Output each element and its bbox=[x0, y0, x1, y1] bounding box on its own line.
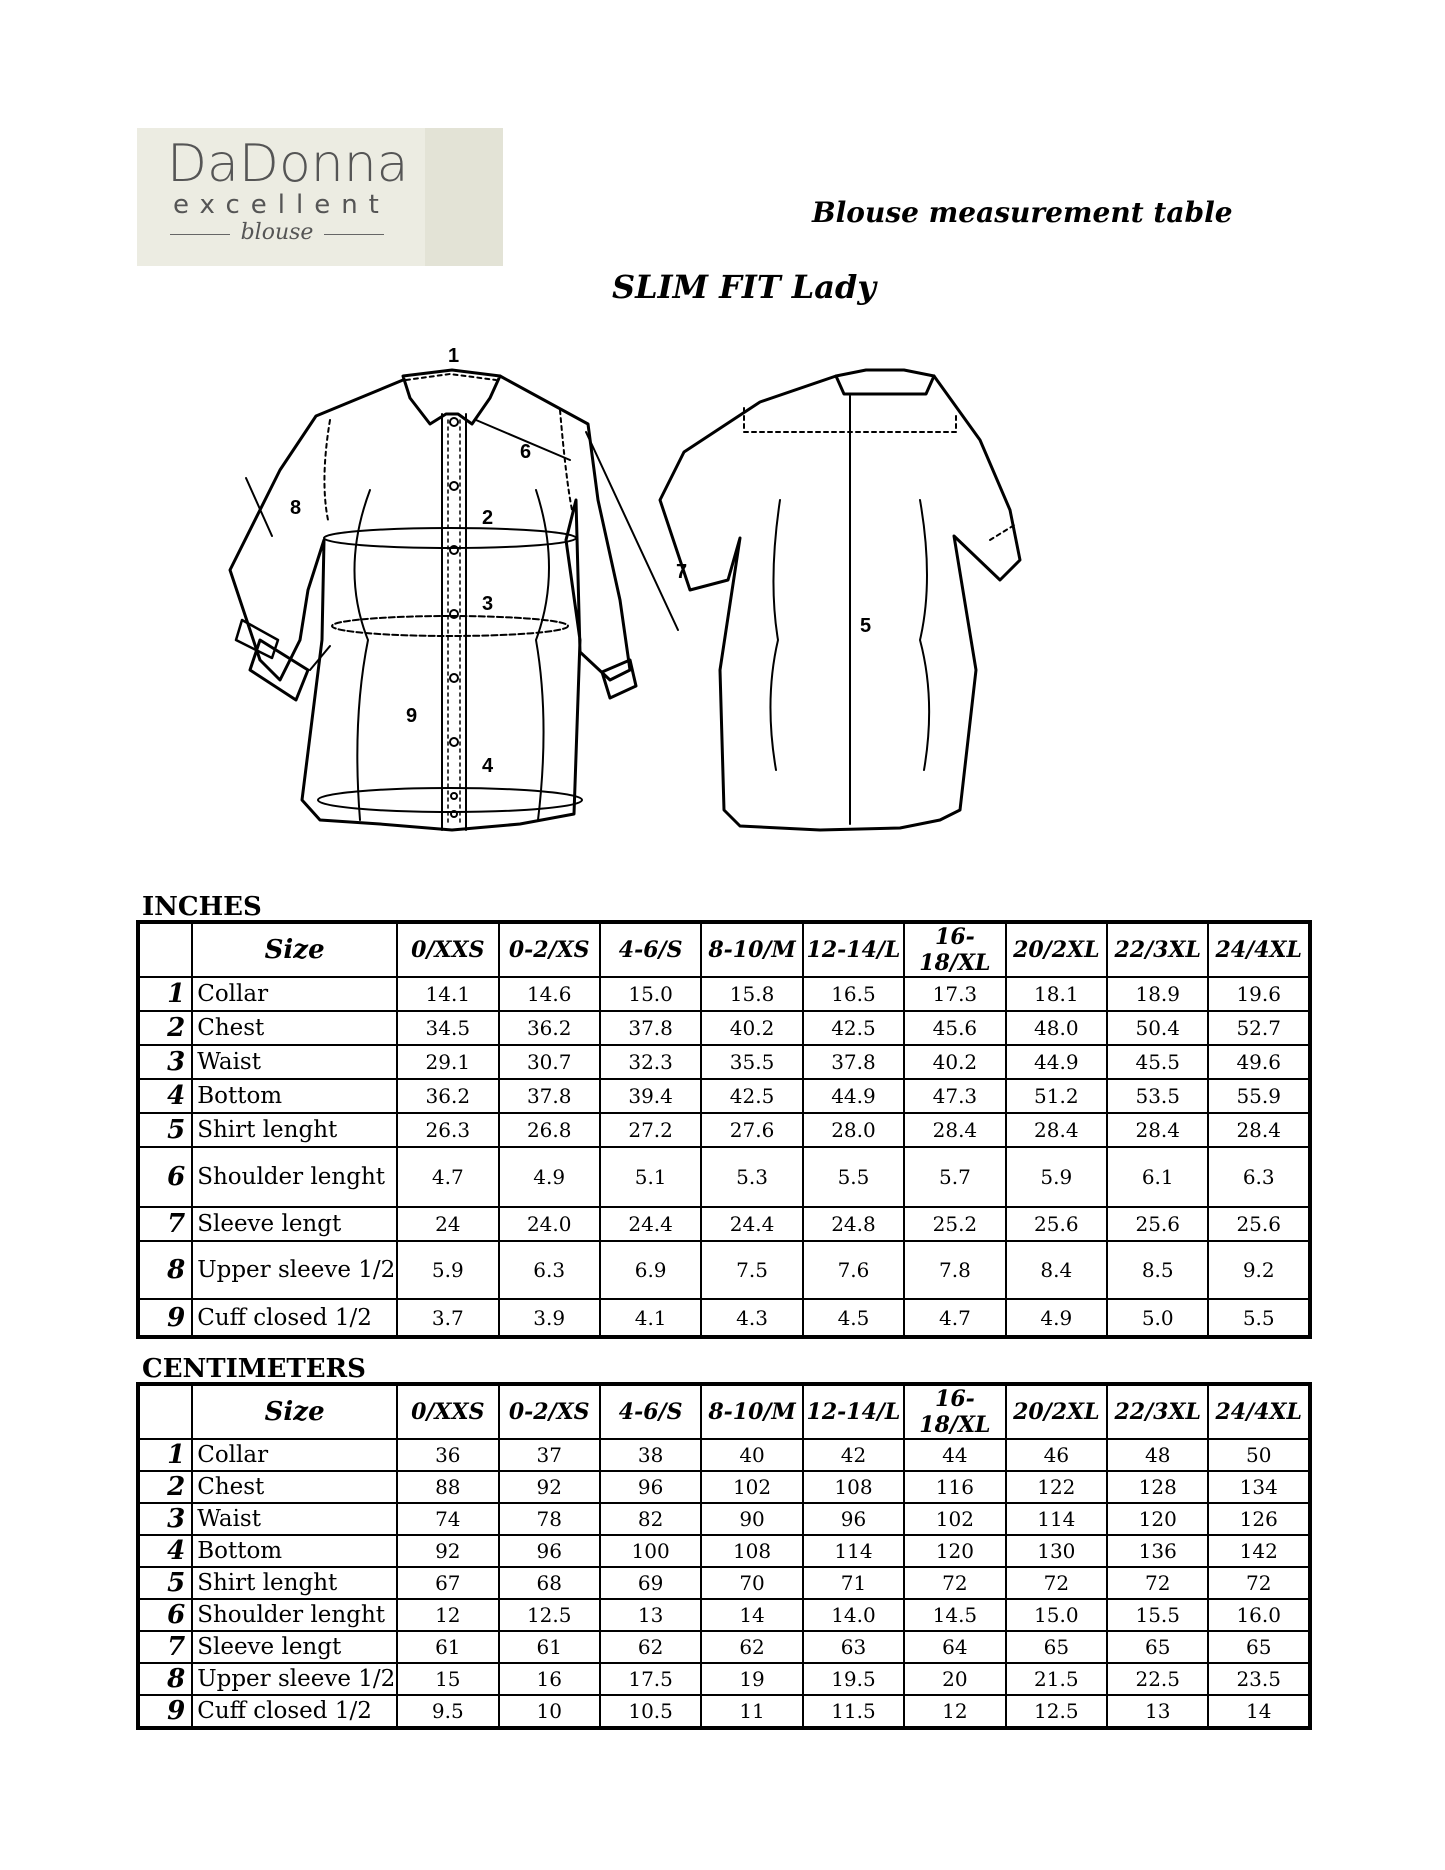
measurement-name: Sleeve lengt bbox=[192, 1631, 397, 1663]
measurement-value: 44.9 bbox=[1006, 1045, 1107, 1079]
size-column-header: 16-18/XL bbox=[904, 922, 1005, 977]
measurement-value: 42.5 bbox=[701, 1079, 802, 1113]
measurement-value: 8.5 bbox=[1107, 1241, 1208, 1299]
measurement-value: 25.6 bbox=[1006, 1207, 1107, 1241]
measurement-value: 24.0 bbox=[499, 1207, 600, 1241]
measurement-value: 24.4 bbox=[600, 1207, 701, 1241]
measurement-value: 136 bbox=[1107, 1535, 1208, 1567]
table-row bbox=[138, 1045, 1310, 1079]
measurement-value: 36.2 bbox=[499, 1011, 600, 1045]
diagram-label-3: 3 bbox=[482, 593, 494, 615]
table-row bbox=[138, 1535, 1310, 1567]
measurement-value: 37.8 bbox=[600, 1011, 701, 1045]
measurement-name: Waist bbox=[192, 1045, 397, 1079]
measurement-value: 40.2 bbox=[904, 1045, 1005, 1079]
table-row bbox=[138, 977, 1310, 1011]
header-row bbox=[138, 922, 1310, 977]
diagram-label-4: 4 bbox=[482, 755, 494, 777]
measurement-name: Cuff closed 1/2 bbox=[192, 1695, 397, 1728]
measurement-value: 49.6 bbox=[1208, 1045, 1310, 1079]
measurement-value: 74 bbox=[397, 1503, 498, 1535]
measurement-value: 45.6 bbox=[904, 1011, 1005, 1045]
measurement-value: 16.0 bbox=[1208, 1599, 1310, 1631]
table-row bbox=[138, 1207, 1310, 1241]
measurement-value: 24 bbox=[397, 1207, 498, 1241]
measurement-value: 5.0 bbox=[1107, 1299, 1208, 1337]
measurement-value: 70 bbox=[701, 1567, 802, 1599]
measurement-value: 71 bbox=[803, 1567, 904, 1599]
size-column-header: 24/4XL bbox=[1208, 922, 1310, 977]
size-column-header: 24/4XL bbox=[1208, 1384, 1310, 1439]
size-column-header: 12-14/L bbox=[803, 922, 904, 977]
measurement-value: 53.5 bbox=[1107, 1079, 1208, 1113]
table-row bbox=[138, 1011, 1310, 1045]
row-number: 8 bbox=[138, 1241, 192, 1299]
measurement-value: 122 bbox=[1006, 1471, 1107, 1503]
logo-accent bbox=[425, 128, 503, 266]
measurement-value: 27.2 bbox=[600, 1113, 701, 1147]
measurement-value: 134 bbox=[1208, 1471, 1310, 1503]
measurement-value: 46 bbox=[1006, 1439, 1107, 1471]
measurement-name: Collar bbox=[192, 977, 397, 1011]
measurement-value: 19.6 bbox=[1208, 977, 1310, 1011]
measurement-value: 16.5 bbox=[803, 977, 904, 1011]
table-row bbox=[138, 1079, 1310, 1113]
row-number: 8 bbox=[138, 1663, 192, 1695]
size-column-header: 22/3XL bbox=[1107, 922, 1208, 977]
size-column-header: 20/2XL bbox=[1006, 922, 1107, 977]
measurement-value: 55.9 bbox=[1208, 1079, 1310, 1113]
measurement-value: 13 bbox=[1107, 1695, 1208, 1728]
measurement-value: 65 bbox=[1208, 1631, 1310, 1663]
measurement-value: 17.5 bbox=[600, 1663, 701, 1695]
measurement-value: 72 bbox=[1006, 1567, 1107, 1599]
measurement-value: 15.8 bbox=[701, 977, 802, 1011]
measurement-value: 63 bbox=[803, 1631, 904, 1663]
measurement-value: 9.5 bbox=[397, 1695, 498, 1728]
table-row bbox=[138, 1599, 1310, 1631]
measurement-value: 126 bbox=[1208, 1503, 1310, 1535]
measurement-value: 50 bbox=[1208, 1439, 1310, 1471]
measurement-value: 13 bbox=[600, 1599, 701, 1631]
measurement-name: Sleeve lengt bbox=[192, 1207, 397, 1241]
row-number: 6 bbox=[138, 1147, 192, 1207]
measurement-value: 92 bbox=[499, 1471, 600, 1503]
measurement-value: 92 bbox=[397, 1535, 498, 1567]
measurement-value: 25.6 bbox=[1107, 1207, 1208, 1241]
measurement-value: 5.9 bbox=[1006, 1147, 1107, 1207]
measurement-value: 26.8 bbox=[499, 1113, 600, 1147]
brand-logo bbox=[137, 128, 503, 266]
measurement-name: Shoulder lenght bbox=[192, 1147, 397, 1207]
size-column-header: 22/3XL bbox=[1107, 1384, 1208, 1439]
measurement-value: 4.7 bbox=[904, 1299, 1005, 1337]
table-row bbox=[138, 1471, 1310, 1503]
measurement-value: 12.5 bbox=[1006, 1695, 1107, 1728]
measurement-value: 72 bbox=[904, 1567, 1005, 1599]
measurement-value: 47.3 bbox=[904, 1079, 1005, 1113]
measurement-value: 88 bbox=[397, 1471, 498, 1503]
size-header: Size bbox=[192, 922, 397, 977]
table-row bbox=[138, 1695, 1310, 1728]
measurement-value: 38 bbox=[600, 1439, 701, 1471]
diagram-label-7: 7 bbox=[676, 561, 688, 583]
measurement-value: 68 bbox=[499, 1567, 600, 1599]
measurement-value: 4.3 bbox=[701, 1299, 802, 1337]
table-row bbox=[138, 1503, 1310, 1535]
measurement-value: 16 bbox=[499, 1663, 600, 1695]
measurement-value: 18.9 bbox=[1107, 977, 1208, 1011]
measurement-value: 62 bbox=[701, 1631, 802, 1663]
measurement-value: 15 bbox=[397, 1663, 498, 1695]
logo-line2: excellent bbox=[173, 190, 390, 220]
size-column-header: 4-6/S bbox=[600, 1384, 701, 1439]
logo-line3: blouse bbox=[170, 220, 384, 245]
measurement-value: 28.4 bbox=[904, 1113, 1005, 1147]
row-number: 4 bbox=[138, 1079, 192, 1113]
row-number: 2 bbox=[138, 1471, 192, 1503]
measurement-value: 4.9 bbox=[1006, 1299, 1107, 1337]
measurement-value: 6.9 bbox=[600, 1241, 701, 1299]
measurement-value: 14 bbox=[1208, 1695, 1310, 1728]
measurement-value: 19.5 bbox=[803, 1663, 904, 1695]
diagram-label-8: 8 bbox=[290, 497, 302, 519]
measurement-value: 12 bbox=[397, 1599, 498, 1631]
measurement-value: 52.7 bbox=[1208, 1011, 1310, 1045]
measurement-value: 7.8 bbox=[904, 1241, 1005, 1299]
diagram-label-9: 9 bbox=[406, 705, 418, 727]
measurement-value: 32.3 bbox=[600, 1045, 701, 1079]
centimeters-label: CENTIMETERS bbox=[142, 1354, 366, 1384]
blouse-front-illustration bbox=[230, 370, 678, 830]
measurement-name: Chest bbox=[192, 1471, 397, 1503]
size-column-header: 8-10/M bbox=[701, 1384, 802, 1439]
measurement-value: 40 bbox=[701, 1439, 802, 1471]
size-header: Size bbox=[192, 1384, 397, 1439]
diagram-label-2: 2 bbox=[482, 507, 494, 529]
measurement-value: 4.5 bbox=[803, 1299, 904, 1337]
measurement-value: 35.5 bbox=[701, 1045, 802, 1079]
measurement-value: 50.4 bbox=[1107, 1011, 1208, 1045]
row-number: 9 bbox=[138, 1299, 192, 1337]
measurement-value: 5.5 bbox=[1208, 1299, 1310, 1337]
measurement-value: 114 bbox=[803, 1535, 904, 1567]
measurement-value: 5.7 bbox=[904, 1147, 1005, 1207]
measurement-value: 42 bbox=[803, 1439, 904, 1471]
measurement-value: 14.6 bbox=[499, 977, 600, 1011]
measurement-name: Waist bbox=[192, 1503, 397, 1535]
measurement-value: 28.4 bbox=[1006, 1113, 1107, 1147]
measurement-name: Upper sleeve 1/2 bbox=[192, 1241, 397, 1299]
document-title: Blouse measurement table bbox=[812, 196, 1233, 229]
measurement-value: 23.5 bbox=[1208, 1663, 1310, 1695]
diagram-label-6: 6 bbox=[520, 441, 532, 463]
header-corner bbox=[138, 1384, 192, 1439]
measurement-value: 15.0 bbox=[600, 977, 701, 1011]
measurement-value: 6.3 bbox=[1208, 1147, 1310, 1207]
measurement-value: 51.2 bbox=[1006, 1079, 1107, 1113]
measurement-value: 5.5 bbox=[803, 1147, 904, 1207]
measurement-value: 25.6 bbox=[1208, 1207, 1310, 1241]
measurement-value: 4.7 bbox=[397, 1147, 498, 1207]
measurement-value: 72 bbox=[1208, 1567, 1310, 1599]
measurement-value: 61 bbox=[397, 1631, 498, 1663]
measurement-value: 17.3 bbox=[904, 977, 1005, 1011]
header-corner bbox=[138, 922, 192, 977]
measurement-value: 62 bbox=[600, 1631, 701, 1663]
measurement-name: Chest bbox=[192, 1011, 397, 1045]
measurement-value: 44 bbox=[904, 1439, 1005, 1471]
measurement-value: 7.6 bbox=[803, 1241, 904, 1299]
measurement-value: 64 bbox=[904, 1631, 1005, 1663]
measurement-value: 96 bbox=[600, 1471, 701, 1503]
row-number: 1 bbox=[138, 977, 192, 1011]
measurement-value: 37 bbox=[499, 1439, 600, 1471]
size-column-header: 0/XXS bbox=[397, 922, 498, 977]
table-row bbox=[138, 1663, 1310, 1695]
measurement-value: 116 bbox=[904, 1471, 1005, 1503]
measurement-value: 9.2 bbox=[1208, 1241, 1310, 1299]
measurement-value: 108 bbox=[701, 1535, 802, 1567]
centimeters-table bbox=[136, 1382, 1312, 1730]
measurement-value: 114 bbox=[1006, 1503, 1107, 1535]
table-row bbox=[138, 1439, 1310, 1471]
measurement-value: 5.1 bbox=[600, 1147, 701, 1207]
measurement-value: 28.4 bbox=[1208, 1113, 1310, 1147]
measurement-value: 10 bbox=[499, 1695, 600, 1728]
row-number: 4 bbox=[138, 1535, 192, 1567]
measurement-value: 39.4 bbox=[600, 1079, 701, 1113]
measurement-value: 14.5 bbox=[904, 1599, 1005, 1631]
row-number: 1 bbox=[138, 1439, 192, 1471]
measurement-name: Collar bbox=[192, 1439, 397, 1471]
measurement-value: 82 bbox=[600, 1503, 701, 1535]
measurement-value: 21.5 bbox=[1006, 1663, 1107, 1695]
measurement-name: Upper sleeve 1/2 bbox=[192, 1663, 397, 1695]
row-number: 7 bbox=[138, 1207, 192, 1241]
measurement-value: 12 bbox=[904, 1695, 1005, 1728]
measurement-value: 5.3 bbox=[701, 1147, 802, 1207]
measurement-value: 30.7 bbox=[499, 1045, 600, 1079]
table-row bbox=[138, 1631, 1310, 1663]
measurement-name: Bottom bbox=[192, 1079, 397, 1113]
size-column-header: 16-18/XL bbox=[904, 1384, 1005, 1439]
measurement-value: 8.4 bbox=[1006, 1241, 1107, 1299]
measurement-value: 10.5 bbox=[600, 1695, 701, 1728]
measurement-value: 15.5 bbox=[1107, 1599, 1208, 1631]
measurement-value: 40.2 bbox=[701, 1011, 802, 1045]
measurement-value: 4.1 bbox=[600, 1299, 701, 1337]
diagram-label-1: 1 bbox=[448, 345, 460, 367]
table-row bbox=[138, 1241, 1310, 1299]
measurement-value: 120 bbox=[904, 1535, 1005, 1567]
measurement-value: 78 bbox=[499, 1503, 600, 1535]
measurement-value: 15.0 bbox=[1006, 1599, 1107, 1631]
measurement-value: 120 bbox=[1107, 1503, 1208, 1535]
row-number: 5 bbox=[138, 1567, 192, 1599]
measurement-value: 28.0 bbox=[803, 1113, 904, 1147]
measurement-value: 96 bbox=[803, 1503, 904, 1535]
measurement-name: Shoulder lenght bbox=[192, 1599, 397, 1631]
measurement-value: 128 bbox=[1107, 1471, 1208, 1503]
table-row bbox=[138, 1147, 1310, 1207]
measurement-value: 6.1 bbox=[1107, 1147, 1208, 1207]
measurement-value: 26.3 bbox=[397, 1113, 498, 1147]
measurement-value: 96 bbox=[499, 1535, 600, 1567]
row-number: 2 bbox=[138, 1011, 192, 1045]
header-row bbox=[138, 1384, 1310, 1439]
blouse-back-illustration bbox=[660, 370, 1020, 830]
size-column-header: 12-14/L bbox=[803, 1384, 904, 1439]
row-number: 6 bbox=[138, 1599, 192, 1631]
measurement-value: 12.5 bbox=[499, 1599, 600, 1631]
measurement-name: Shirt lenght bbox=[192, 1113, 397, 1147]
size-column-header: 20/2XL bbox=[1006, 1384, 1107, 1439]
measurement-value: 3.7 bbox=[397, 1299, 498, 1337]
measurement-name: Shirt lenght bbox=[192, 1567, 397, 1599]
measurement-value: 42.5 bbox=[803, 1011, 904, 1045]
measurement-value: 48.0 bbox=[1006, 1011, 1107, 1045]
row-number: 3 bbox=[138, 1503, 192, 1535]
measurement-value: 65 bbox=[1006, 1631, 1107, 1663]
size-column-header: 4-6/S bbox=[600, 922, 701, 977]
measurement-value: 72 bbox=[1107, 1567, 1208, 1599]
measurement-value: 65 bbox=[1107, 1631, 1208, 1663]
measurement-value: 3.9 bbox=[499, 1299, 600, 1337]
measurement-name: Cuff closed 1/2 bbox=[192, 1299, 397, 1337]
measurement-value: 18.1 bbox=[1006, 977, 1107, 1011]
measurement-value: 102 bbox=[904, 1503, 1005, 1535]
measurement-value: 45.5 bbox=[1107, 1045, 1208, 1079]
measurement-value: 48 bbox=[1107, 1439, 1208, 1471]
measurement-value: 24.4 bbox=[701, 1207, 802, 1241]
measurement-value: 5.9 bbox=[397, 1241, 498, 1299]
measurement-value: 102 bbox=[701, 1471, 802, 1503]
measurement-value: 69 bbox=[600, 1567, 701, 1599]
diagram-label-5: 5 bbox=[860, 615, 872, 637]
measurement-value: 24.8 bbox=[803, 1207, 904, 1241]
measurement-value: 36.2 bbox=[397, 1079, 498, 1113]
row-number: 3 bbox=[138, 1045, 192, 1079]
size-column-header: 0-2/XS bbox=[499, 1384, 600, 1439]
measurement-value: 25.2 bbox=[904, 1207, 1005, 1241]
logo-brand: DaDonna bbox=[167, 134, 409, 194]
inches-label: INCHES bbox=[142, 892, 262, 922]
measurement-value: 20 bbox=[904, 1663, 1005, 1695]
measurement-value: 44.9 bbox=[803, 1079, 904, 1113]
measurement-value: 61 bbox=[499, 1631, 600, 1663]
inches-table bbox=[136, 920, 1312, 1339]
measurement-value: 6.3 bbox=[499, 1241, 600, 1299]
row-number: 7 bbox=[138, 1631, 192, 1663]
row-number: 9 bbox=[138, 1695, 192, 1728]
measurement-value: 29.1 bbox=[397, 1045, 498, 1079]
measurement-value: 28.4 bbox=[1107, 1113, 1208, 1147]
measurement-value: 4.9 bbox=[499, 1147, 600, 1207]
measurement-value: 7.5 bbox=[701, 1241, 802, 1299]
measurement-value: 14.0 bbox=[803, 1599, 904, 1631]
measurement-value: 67 bbox=[397, 1567, 498, 1599]
measurement-value: 22.5 bbox=[1107, 1663, 1208, 1695]
measurement-name: Bottom bbox=[192, 1535, 397, 1567]
row-number: 5 bbox=[138, 1113, 192, 1147]
measurement-value: 19 bbox=[701, 1663, 802, 1695]
document-subtitle: SLIM FIT Lady bbox=[612, 268, 876, 306]
measurement-value: 34.5 bbox=[397, 1011, 498, 1045]
measurement-value: 11.5 bbox=[803, 1695, 904, 1728]
table-row bbox=[138, 1113, 1310, 1147]
size-column-header: 0/XXS bbox=[397, 1384, 498, 1439]
table-row bbox=[138, 1567, 1310, 1599]
measurement-value: 11 bbox=[701, 1695, 802, 1728]
measurement-value: 37.8 bbox=[499, 1079, 600, 1113]
size-column-header: 0-2/XS bbox=[499, 922, 600, 977]
measurement-value: 130 bbox=[1006, 1535, 1107, 1567]
measurement-value: 14 bbox=[701, 1599, 802, 1631]
measurement-value: 108 bbox=[803, 1471, 904, 1503]
measurement-value: 142 bbox=[1208, 1535, 1310, 1567]
measurement-value: 36 bbox=[397, 1439, 498, 1471]
size-column-header: 8-10/M bbox=[701, 922, 802, 977]
measurement-value: 14.1 bbox=[397, 977, 498, 1011]
measurement-value: 90 bbox=[701, 1503, 802, 1535]
measurement-value: 27.6 bbox=[701, 1113, 802, 1147]
measurement-value: 100 bbox=[600, 1535, 701, 1567]
table-row bbox=[138, 1299, 1310, 1337]
blouse-diagram bbox=[220, 340, 1100, 860]
measurement-value: 37.8 bbox=[803, 1045, 904, 1079]
